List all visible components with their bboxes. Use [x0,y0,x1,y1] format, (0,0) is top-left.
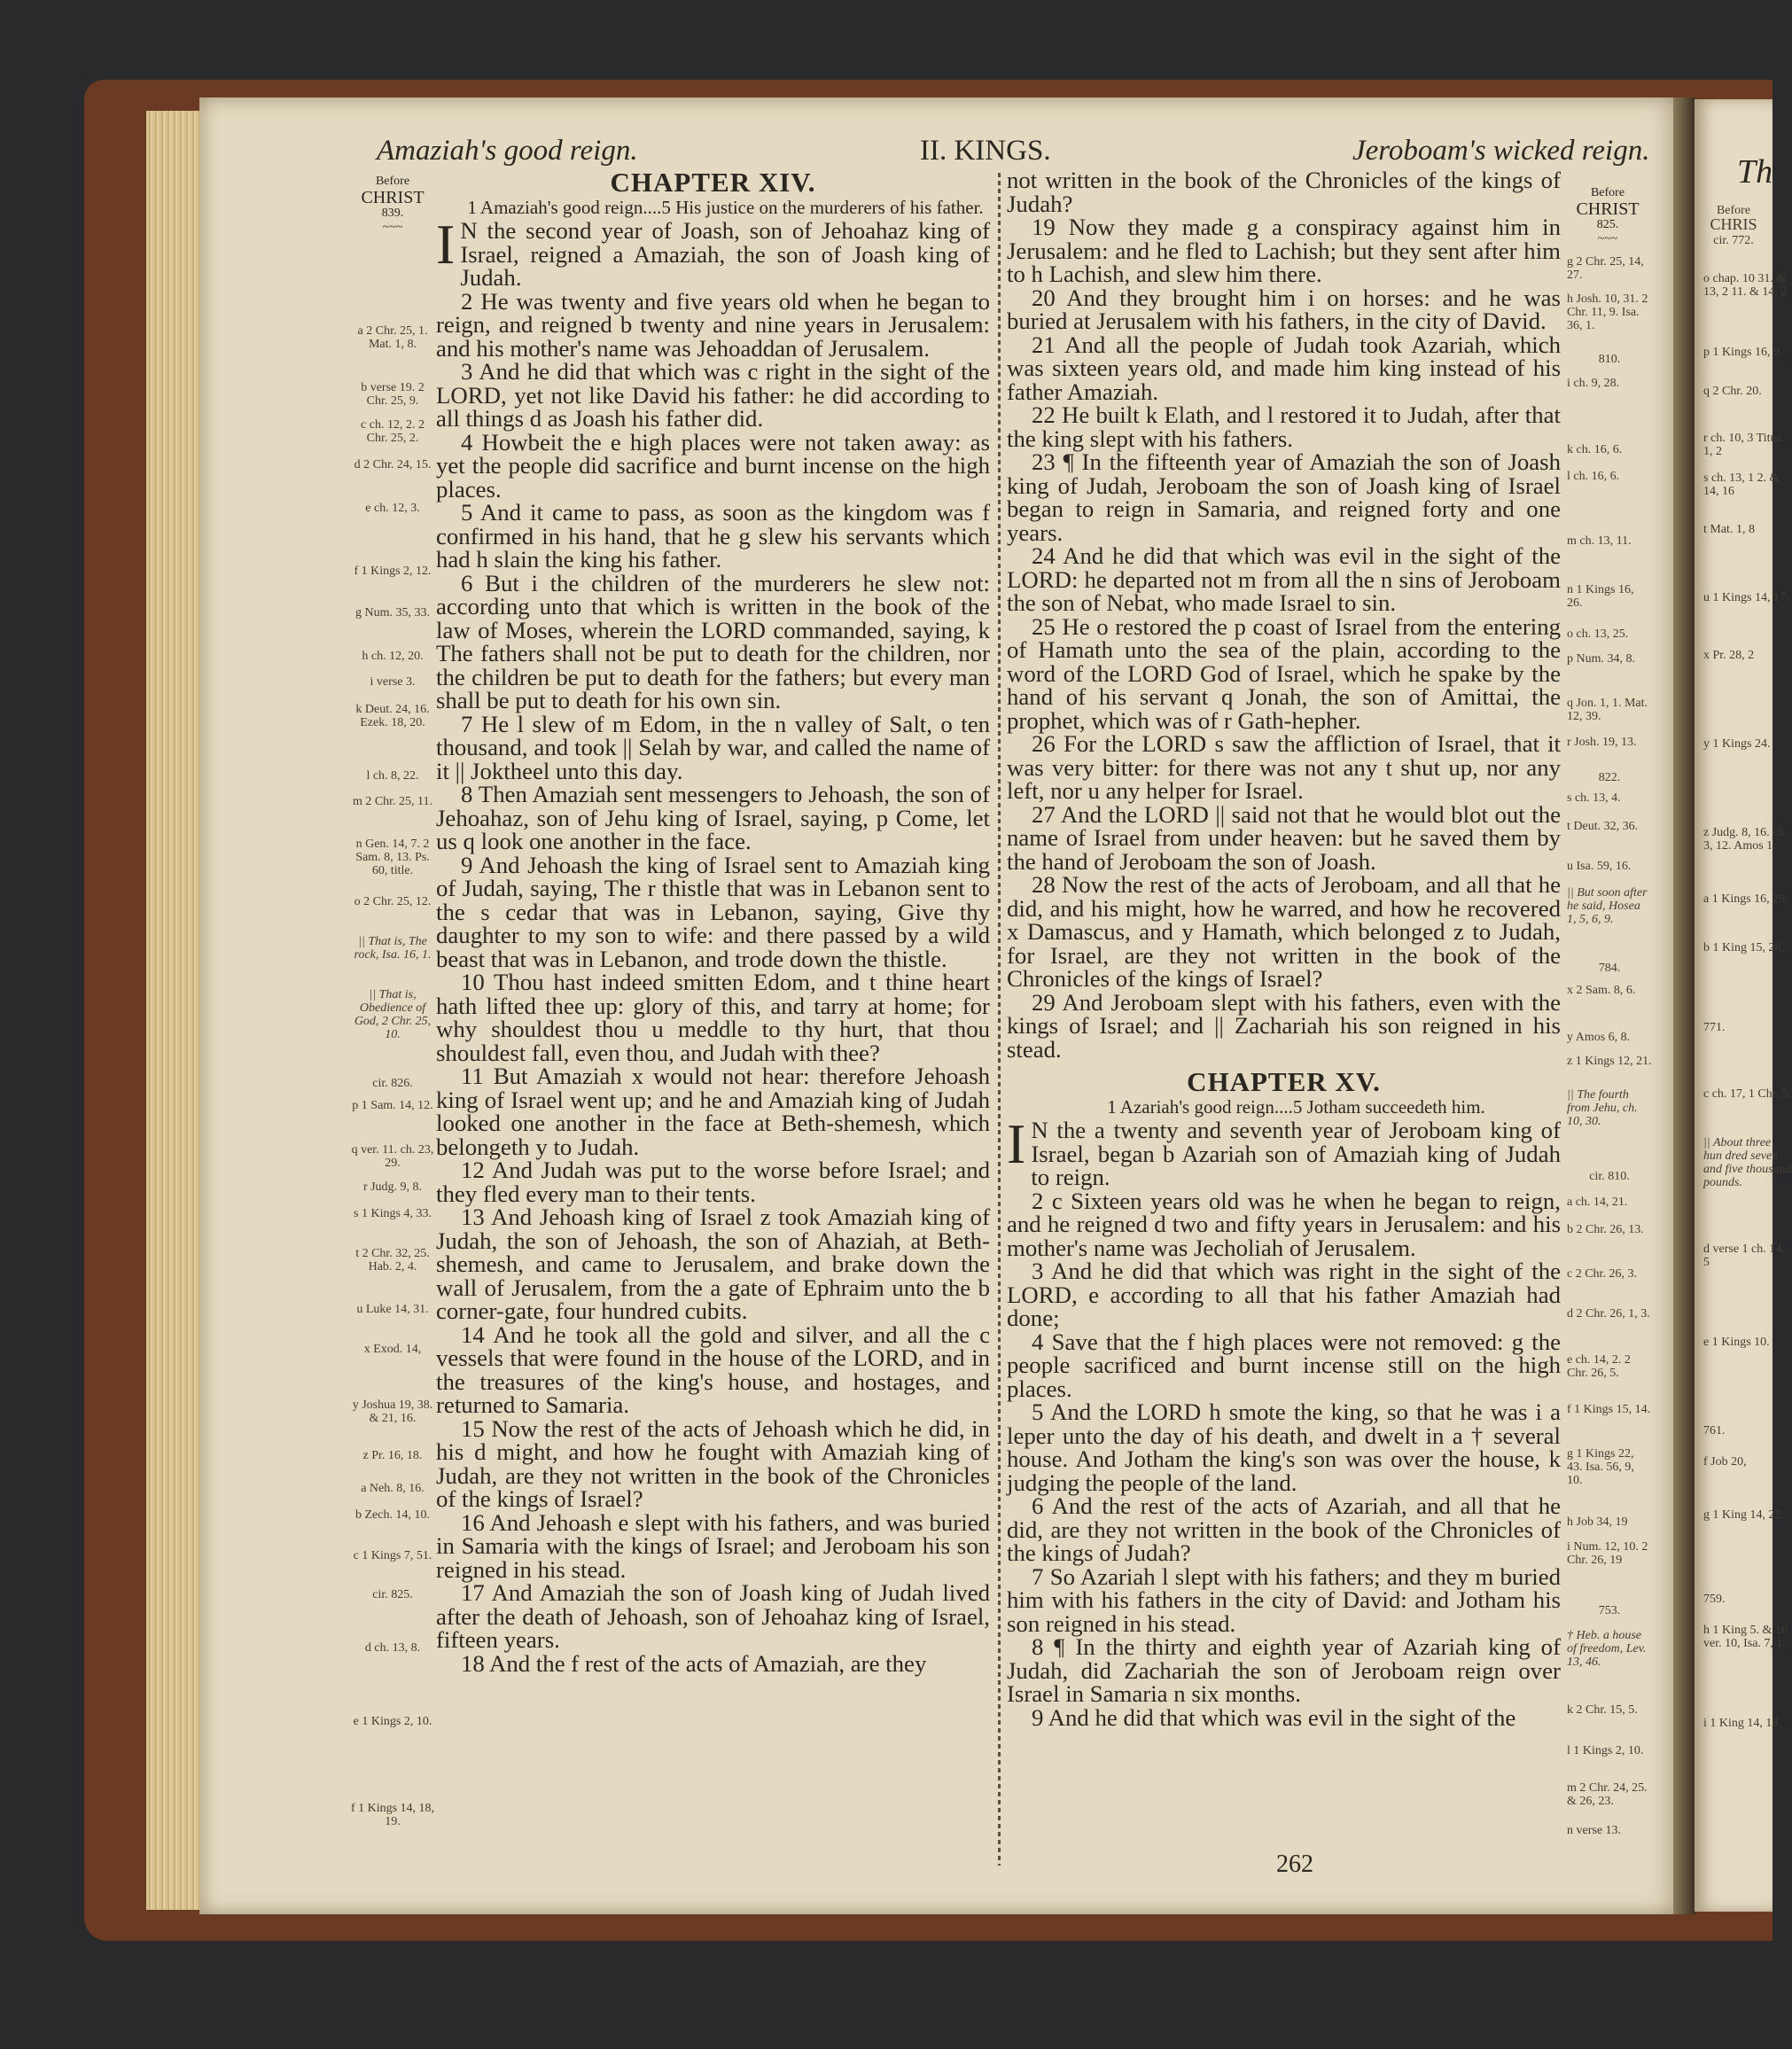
next-page-note: f Job 20, [1703,1455,1747,1469]
verse: 3 And he did that which was c right in the sight of the LORD, yet not like David his father: he did according to all things d as Joash his father did. [436,358,990,432]
before-label: Before [1590,186,1625,199]
next-page-note: t Mat. 1, 8 [1703,523,1755,536]
next-page-note: c ch. 17, 1 Chr. 5, [1703,1087,1792,1101]
margin-note: x 2 Sam. 8, 6. [1567,984,1636,997]
margin-note: m ch. 13, 11. [1567,534,1632,548]
margin-note: s 1 Kings 4, 33. [354,1207,432,1220]
margin-note: d ch. 13, 8. [364,1641,421,1655]
verse: 7 So Azariah l slept with his fathers; and they m buried him with his fathers in the city of David: and Jotham his son reigned in his stead. [1007,1562,1561,1637]
chapter-summary: 1 Azariah's good reign....5 Jotham succeedeth him. [1107,1096,1485,1118]
margin-note: q ver. 11. ch. 23, 29. [351,1143,434,1170]
date-heading-left [350,175,435,235]
running-head-right: Jeroboam's wicked reign. [1352,135,1650,167]
verse: 5 And the LORD h smote the king, so that he was i a leper unto the day of his death, and dwelt in a † several house. And Jotham the king's son was over the house, k judging the people of the land. [1007,1398,1561,1496]
margin-note: || But soon after he said, Hosea 1, 5, 6, 9. [1567,886,1648,926]
next-page-note: u 1 Kings 14, 17. [1703,591,1789,604]
margin-note: 784. [1598,962,1621,975]
margin-note: l ch. 8, 22. [366,769,419,783]
margin-note: l 1 Kings 2, 10. [1567,1744,1644,1757]
margin-note: r Judg. 9, 8. [362,1180,423,1194]
verse-text: N the a twenty and seventh year of Jeroboam king of Israel, began b Azariah son of Amaziah king of Judah to reign. [1031,1117,1561,1190]
verse: not written in the book of the Chronicles of the kings of Judah? [1007,167,1561,217]
christ-label: CHRIST [1576,199,1640,219]
next-page-note: r ch. 10, 3 Titus 1, 2 [1703,432,1781,458]
before-label: Before [375,175,410,188]
margin-note: cir. 825. [372,1588,413,1601]
margin-note: d 2 Chr. 26, 1, 3. [1567,1307,1650,1321]
margin-note: z 1 Kings 12, 21. [1567,1055,1652,1068]
margin-note: c ch. 12, 2. 2 Chr. 25, 2. [361,418,425,445]
verse: 26 For the LORD s saw the affliction of Israel, that it was very bitter: for there was not any t shut up, nor any left, nor u any helper for Israel. [1007,730,1561,804]
margin-note: g 2 Chr. 25, 14, 27. [1567,255,1644,282]
margin-note: c 1 Kings 7, 51. [353,1549,432,1562]
margin-note: a 2 Chr. 25, 1. Mat. 1, 8. [357,324,428,351]
margin-note: n verse 13. [1567,1824,1622,1837]
margin-note: t Deut. 32, 36. [1567,820,1639,833]
margin-note: r Josh. 19, 13. [1567,736,1637,749]
running-head-book: II. KINGS. [920,135,1051,167]
chapter-heading: CHAPTER XV. [1187,1066,1381,1097]
year-label: 839. [381,206,404,220]
next-page-title: Th [1737,153,1773,191]
verse: 7 He l slew of m Edom, in the n valley of Salt, o ten thousand, and took || Selah by war, and called the name of it || Joktheel unto this day. [436,710,990,784]
verse: 11 But Amaziah x would not hear: therefore Jehoash king of Israel went up; and he and Amaziah king of Judah looked one another in the face at Beth-shemesh, which belongeth y to Judah. [436,1063,990,1160]
chapter-heading: CHAPTER XIV. [610,167,816,198]
next-page-note: 771. [1703,1021,1726,1034]
ornament-rule: ~~~ [1597,232,1618,245]
margin-note: o ch. 13, 25. [1567,627,1629,641]
margin-note: f 1 Kings 2, 12. [354,565,432,578]
verse [436,213,990,291]
verse: 25 He o restored the p coast of Israel from the entering of Hamath unto the sea of the plain, according to the word of the LORD God of Israel, which he spake by the hand of his servant q Jonah, the son of Amittai, the prophet, which was of r Gath-hepher. [1007,612,1561,734]
column-divider [998,173,1001,1866]
date-heading-right [1565,186,1650,246]
verse: 27 And the LORD || said not that he would blot out the name of Israel from under heaven: but he saved them by the hand of Jeroboam the son of Joash. [1007,800,1561,875]
margin-note: f 1 Kings 14, 18, 19. [350,1802,435,1828]
right-text-column [1007,168,1561,1729]
margin-note: † Heb. a house of freedom, Lev. 13, 46. [1567,1629,1647,1669]
verse: 23 ¶ In the fifteenth year of Amaziah the son of Joash king of Judah, Jeroboam the son of Joash king of Israel began to reign in Samaria, and reigned forty and one years. [1007,448,1561,546]
next-page-note: z Judg. 8, 16. ch. 3, 12. Amos 1, [1703,826,1788,853]
margin-note: q Jon. 1, 1. Mat. 12, 39. [1567,697,1648,723]
next-page-note: 759. [1703,1593,1726,1606]
margin-note: cir. 826. [372,1077,413,1090]
verse: 13 And Jehoash king of Israel z took Amaziah king of Judah, the son of Jehoash, the son of Ahaziah, at Beth-shemesh, and came to Jerusalem, and brake down the wall of Jerusalem, from the a gate of Ephraim unto the b corner-gate, four hundred cubits. [436,1204,990,1324]
verse: 10 Thou hast indeed smitten Edom, and t thine heart hath lifted thee up: glory of this, and tarry at home; for why shouldest thou u meddle to thy hurt, that thou shouldest fall, even thou, and Judah with thee? [436,969,990,1066]
margin-note: 822. [1598,771,1621,784]
margin-note: m 2 Chr. 24, 25. & 26, 23. [1567,1781,1648,1808]
verse: 24 And he did that which was evil in the sight of the LORD: he departed not m from all the n sins of Jeroboam the son of Nebat, who made Israel to sin. [1007,542,1561,616]
verse: 15 Now the rest of the acts of Jehoash which he did, in his d might, and how he fought with Amaziah king of Judah, are they not written in the book of the Chronicles of the kings of Israel? [436,1414,990,1512]
margin-note: t 2 Chr. 32, 25. Hab. 2, 4. [355,1247,430,1274]
next-page-note: x Pr. 28, 2 [1703,649,1755,662]
margin-note: b 2 Chr. 26, 13. [1567,1223,1644,1236]
margin-note: z Pr. 16, 18. [362,1449,423,1462]
margin-note: g 1 Kings 22, 43. Isa. 56, 9, 10. [1567,1447,1634,1487]
margin-note: 810. [1598,353,1621,366]
margin-note: n Gen. 14, 7. 2 Sam. 8, 13. Ps. 60, title. [355,838,430,877]
verse: 8 Then Amaziah sent messengers to Jehoash, the son of Jehoahaz, son of Jehu king of Israel, saying, p Come, let us q look one another in the face. [436,781,990,854]
verse: 5 And it came to pass, as soon as the kingdom was f confirmed in his hand, that he g slew his servants which had h slain the king his father. [436,499,990,573]
drop-cap: I [1007,1112,1026,1175]
margin-note: k ch. 16, 6. [1567,443,1623,456]
christ-label: CHRIST [361,188,425,207]
verse: 18 And the f rest of the acts of Amaziah, are they [461,1649,927,1677]
next-page-year: cir. 772. [1713,234,1754,247]
year-label: 825. [1596,218,1619,231]
verse [1007,1112,1561,1190]
next-page-note: || About three hun dred seven and five thousand pounds. [1703,1136,1792,1189]
page-edges [146,111,204,1910]
margin-note: y Joshua 19, 38. & 21, 16. [352,1398,433,1425]
margin-note: h Job 34, 19 [1567,1515,1628,1529]
next-page-note: s ch. 13, 1 2. & 14, 16 [1703,471,1780,498]
verse: 8 ¶ In the thirty and eighth year of Azariah king of Judah, did Zachariah the son of Jeroboam reign over Israel in Samaria n six months. [1007,1633,1561,1707]
margin-note: a ch. 14, 21. [1567,1196,1628,1209]
margin-note: f 1 Kings 15, 14. [1567,1403,1651,1416]
margin-note: || That is, Obedience of God, 2 Chr. 25, 10. [354,988,432,1041]
drop-cap: I [436,213,456,276]
next-page-fragment [1695,99,1792,1912]
next-page-note: a 1 Kings 16, 29. [1703,892,1788,906]
margin-note: u Luke 14, 31. [356,1303,429,1316]
next-page-christ: CHRIS [1710,215,1757,233]
verse: 16 And Jehoash e slept with his fathers, and was buried in Samaria with the kings of Israel; and Jeroboam his son reigned in his stead. [436,1508,990,1583]
margin-note: b verse 19. 2 Chr. 25, 9. [361,381,425,408]
ornament-rule: ~~~ [382,221,403,234]
verse: 4 Howbeit the e high places were not taken away: as yet the people did sacrifice and burnt incense on the high places. [436,428,990,503]
verse: 4 Save that the f high places were not removed: g the people sacrificed and burnt incense still on the high places. [1007,1328,1561,1402]
verse: 28 Now the rest of the acts of Jeroboam, and all that he did, and his might, how he warred, and how he recovered x Damascus, and y Hamath, which belonged z to Judah, for Israel, are they not written in the book of the Chronicles of the kings of Israel? [1007,871,1561,992]
next-page-note: o chap. 10 31. & 13, 2 11. & 14, 2 [1703,272,1788,299]
verse: 21 And all the people of Judah took Azariah, which was sixteen years old, and made him king instead of his father Amaziah. [1007,331,1561,405]
verse: 9 And he did that which was evil in the sight of the [1032,1703,1516,1731]
margin-note: b Zech. 14, 10. [355,1508,430,1522]
margin-note: g Num. 35, 33. [355,606,430,619]
next-page-note: i 1 King 14, 18. [1703,1717,1781,1730]
margin-note: k Deut. 24, 16. Ezek. 18, 20. [355,703,430,729]
verse: 20 And they brought him i on horses: and he was buried at Jerusalem with his fathers, in the city of David. [1007,284,1561,334]
margin-note: || That is, The rock, Isa. 16, 1. [354,935,432,962]
verse: 12 And Judah was put to the worse before Israel; and they fled every man to their tents. [436,1157,990,1207]
margin-note: n 1 Kings 16, 26. [1567,583,1634,610]
verse: 2 He was twenty and five years old when he began to reign, and reigned b twenty and nine years in Jerusalem: and his mother's name was Jehoaddan of Jerusalem. [436,287,990,362]
verse: 19 Now they made g a conspiracy against him in Jerusalem: and he fled to Lachish; but they sent after him to h Lachish, and slew him there. [1007,214,1561,287]
margin-note: || The fourth from Jehu, ch. 10, 30. [1567,1088,1638,1128]
verse-text: N the second year of Joash, son of Jehoahaz king of Israel, reigned a Amaziah, the son of Joash king of Judah. [460,217,990,291]
margin-note: cir. 810. [1589,1170,1630,1183]
margin-note: e 1 Kings 2, 10. [353,1715,432,1728]
margin-note: l ch. 16, 6. [1567,470,1620,483]
margin-note: i Num. 12, 10. 2 Chr. 26, 19 [1567,1540,1648,1567]
margin-note: x Exod. 14, [363,1343,422,1356]
margin-note: c 2 Chr. 26, 3. [1567,1267,1637,1281]
next-page-before: Before [1716,204,1751,217]
margin-note: 753. [1598,1604,1621,1617]
margin-note: p Num. 34, 8. [1567,652,1635,666]
next-page-note: g 1 King 14, 22. [1703,1508,1784,1522]
next-page-note: 761. [1703,1424,1726,1437]
margin-note: a Neh. 8, 16. [361,1482,425,1495]
verse: 22 He built k Elath, and l restored it to Judah, after that the king slept with his fathers. [1007,401,1561,452]
book-gutter [1673,97,1695,1914]
margin-note: d 2 Chr. 24, 15. [354,458,432,471]
verse: 14 And he took all the gold and silver, and all the c vessels that were found in the house of the LORD, and in the treasures of the king's house, and hostages, and returned to Samaria. [436,1321,990,1418]
verse: 9 And Jehoash the king of Israel sent to Amaziah king of Judah, saying, The r thistle that was in Lebanon sent to the s cedar that was in Lebanon, saying, Give thy daughter to my son to wife: and there passed by a wild beast that was in Lebanon, and trode down the thistle. [436,851,990,972]
margin-note: m 2 Chr. 25, 11. [352,795,433,808]
margin-note: u Isa. 59, 16. [1567,860,1632,873]
verse: 3 And he did that which was right in the sight of the LORD, e according to all that his father Amaziah had done; [1007,1258,1561,1331]
running-head-left: Amaziah's good reign. [377,135,638,167]
margin-note: i verse 3. [370,675,416,689]
margin-note: y Amos 6, 8. [1567,1031,1631,1044]
margin-note: p 1 Sam. 14, 12. [352,1099,433,1112]
margin-note: i ch. 9, 28. [1567,377,1620,390]
chapter-summary: 1 Amaziah's good reign....5 His justice on the murderers of his father. [467,197,984,218]
verse: 17 And Amaziah the son of Joash king of Judah lived after the death of Jehoash, son of Jehoahaz king of Israel, fifteen years. [436,1579,990,1653]
next-page-note: q 2 Chr. 20. [1703,385,1762,398]
margin-note: s ch. 13, 4. [1567,791,1621,805]
next-page-note: p 1 Kings 16, 9. [1703,346,1783,359]
verse: 29 And Jeroboam slept with his fathers, even with the kings of Israel; and || Zachariah his son reigned in his stead. [1007,988,1561,1063]
next-page-note: b 1 King 15, 26. [1703,941,1784,954]
next-page-note: h 1 King 5. & 16 ver. 10, Isa. 7, 1. [1703,1624,1788,1650]
verse: 2 c Sixteen years old was he when he began to reign, and he reigned d two and fifty years in Jerusalem: and his mother's name was Jecholiah of Jerusalem. [1007,1187,1561,1261]
margin-note: e ch. 14, 2. 2 Chr. 26, 5. [1567,1353,1631,1380]
margin-note: o 2 Chr. 25, 12. [354,895,432,908]
margin-note: h ch. 12, 20. [362,650,424,663]
margin-note: k 2 Chr. 15, 5. [1567,1703,1638,1717]
next-page-note: e 1 Kings 10. [1703,1336,1770,1349]
left-text-column [436,168,990,1675]
verse: 6 But i the children of the murderers he slew not: according unto that which is written in the book of the law of Moses, wherein the LORD commanded, saying, k The fathers shall not be put to death for the children, nor the children be put to death for the fathers; but every man shall be put to death for his own sin. [436,569,990,713]
margin-note: e ch. 12, 3. [365,502,420,515]
next-page-note: d verse 1 ch. 14, 5 [1703,1243,1785,1269]
verse: 6 And the rest of the acts of Azariah, and all that he did, are they not written in the book of the Chronicles of the kings of Judah? [1007,1492,1561,1566]
margin-note: h Josh. 10, 31. 2 Chr. 11, 9. Isa. 36, 1. [1567,292,1648,332]
next-page-note: y 1 Kings 24. [1703,737,1771,751]
page-number: 262 [1276,1850,1313,1878]
